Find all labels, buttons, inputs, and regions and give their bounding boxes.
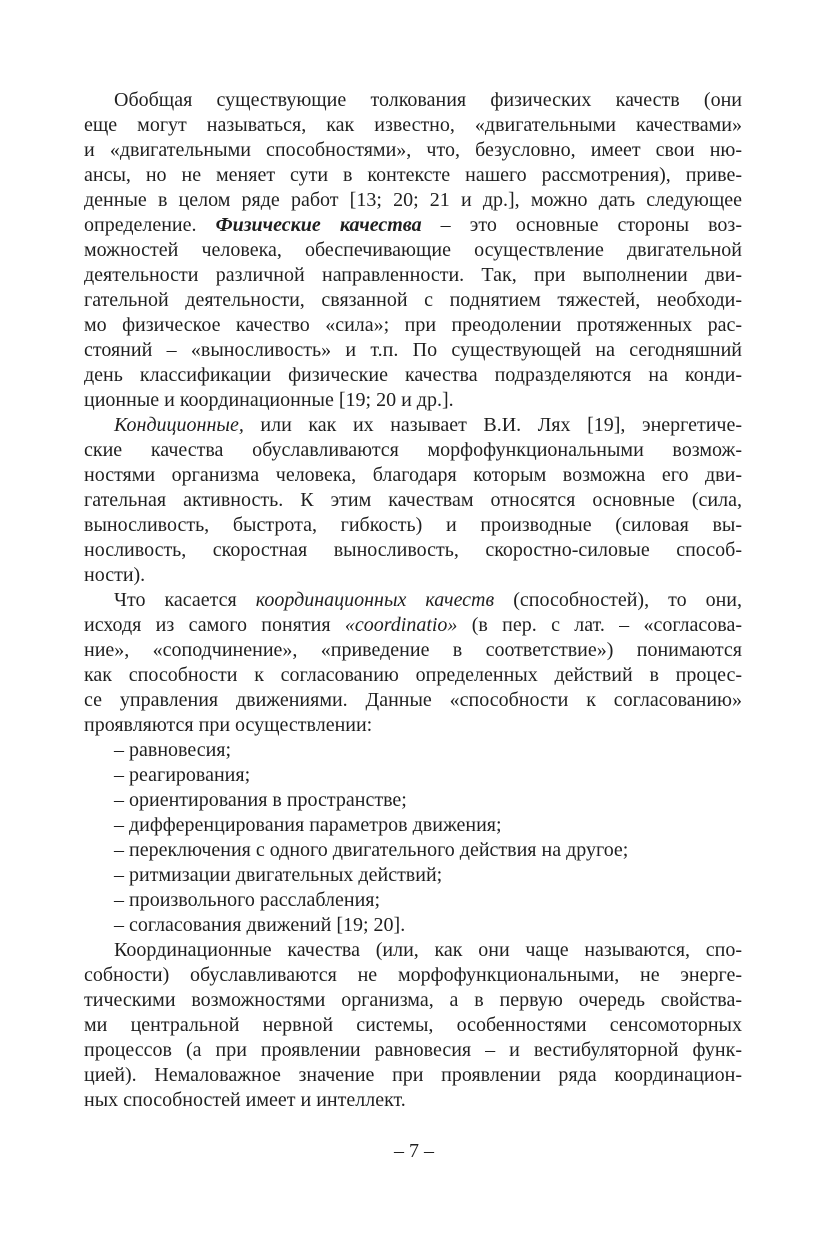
- list-item: – реагирования;: [114, 764, 251, 786]
- text-line: гательная активность. К этим качествам относятся основные (сила,: [84, 489, 742, 511]
- text-fragment: Что касается: [114, 589, 256, 611]
- text-line: Координационные качества (или, как они чаще называются, спо-: [114, 939, 742, 961]
- italic-term: координационных качеств: [255, 589, 495, 611]
- text-line: ансы, но не меняет сути в контексте нашего рассмотрения), приве-: [84, 164, 742, 186]
- paragraph-coordination-abilities: [84, 938, 742, 1113]
- text-line: се управления движениями. Данные «способности к согласованию»: [84, 689, 742, 711]
- text-fragment: (в пер. с лат. – «согласова-: [457, 614, 742, 636]
- text-line: собности) обуславливаются не морфофункциональными, не энерге-: [84, 964, 742, 986]
- italic-term: Кондиционные,: [114, 414, 244, 436]
- text-line: [84, 213, 742, 238]
- text-line: мо физическое качество «сила»; при преодолении протяженных рас-: [84, 314, 742, 336]
- page-body: [84, 88, 742, 1113]
- text-line: выносливость, быстрота, гибкость) и производные (силовая вы-: [84, 514, 742, 536]
- text-line: [84, 613, 742, 638]
- text-line: гательной деятельности, связанной с поднятием тяжестей, необходи-: [84, 289, 742, 311]
- text-line: как способности к согласованию определенных действий в процес-: [84, 664, 742, 686]
- text-line: ние», «соподчинение», «приведение в соответствие») понимаются: [84, 639, 742, 661]
- page-number: – 7 –: [394, 1140, 434, 1162]
- text-line: Обобщая существующие толкования физических качеств (они: [114, 89, 742, 111]
- text-line: ционные и координационные [19; 20 и др.].: [84, 389, 454, 411]
- text-line: и «двигательными способностями», что, безусловно, имеет свои ню-: [84, 139, 742, 161]
- text-fragment: (способностей), то они,: [494, 589, 743, 611]
- text-line: деятельности различной направленности. Так, при выполнении дви-: [84, 264, 742, 286]
- paragraph-conditional-qualities: [84, 413, 742, 588]
- list-item: – ориентирования в пространстве;: [114, 789, 407, 811]
- text-line: еще могут называться, как известно, «двигательными качествами»: [84, 114, 742, 136]
- text-fragment: или как их называет В.И. Лях [19], энергетиче-: [243, 414, 742, 436]
- text-line: ми центральной нервной системы, особенностями сенсомоторных: [84, 1014, 742, 1036]
- text-fragment: – это основные стороны воз-: [421, 214, 742, 236]
- list-item: – ритмизации двигательных действий;: [114, 864, 443, 886]
- text-fragment: определение.: [84, 214, 216, 236]
- defined-term: Физические качества: [215, 214, 422, 236]
- text-line: [84, 588, 742, 613]
- text-line: ские качества обуславливаются морфофункциональными возмож-: [84, 439, 742, 461]
- text-line: цией). Немаловажное значение при проявлении ряда координацион-: [84, 1064, 742, 1086]
- list-item: – дифференцирования параметров движения;: [114, 814, 502, 836]
- text-line: ных способностей имеет и интеллект.: [84, 1089, 406, 1111]
- text-fragment: исходя из самого понятия: [84, 614, 345, 636]
- list-item: – согласования движений [19; 20].: [114, 914, 406, 936]
- text-line: ности).: [84, 564, 146, 586]
- text-line: можностей человека, обеспечивающие осуществление двигательной: [84, 239, 742, 261]
- text-line: ностями организма человека, благодаря которым возможна его дви-: [84, 464, 742, 486]
- text-line: денные в целом ряде работ [13; 20; 21 и др.], можно дать следующее: [84, 189, 742, 211]
- list-item: – переключения с одного двигательного действия на другое;: [114, 839, 629, 861]
- list-item: – произвольного расслабления;: [114, 889, 381, 911]
- text-line: стояний – «выносливость» и т.п. По существующей на сегодняшний: [84, 339, 742, 361]
- italic-term: «coordinatio»: [344, 614, 458, 636]
- text-line: [84, 413, 742, 438]
- text-line: процессов (а при проявлении равновесия – и вестибуляторной функ-: [84, 1039, 742, 1061]
- text-line: носливость, скоростная выносливость, скоростно-силовые способ-: [84, 539, 742, 561]
- coordination-list: [84, 738, 742, 938]
- text-line: тическими возможностями организма, а в первую очередь свойства-: [84, 989, 742, 1011]
- paragraph-coordination-qualities: [84, 588, 742, 738]
- text-line: день классификации физические качества подразделяются на конди-: [84, 364, 742, 386]
- text-line: проявляются при осуществлении:: [84, 714, 373, 736]
- list-item: – равновесия;: [114, 739, 232, 761]
- paragraph-physical-qualities: [84, 88, 742, 413]
